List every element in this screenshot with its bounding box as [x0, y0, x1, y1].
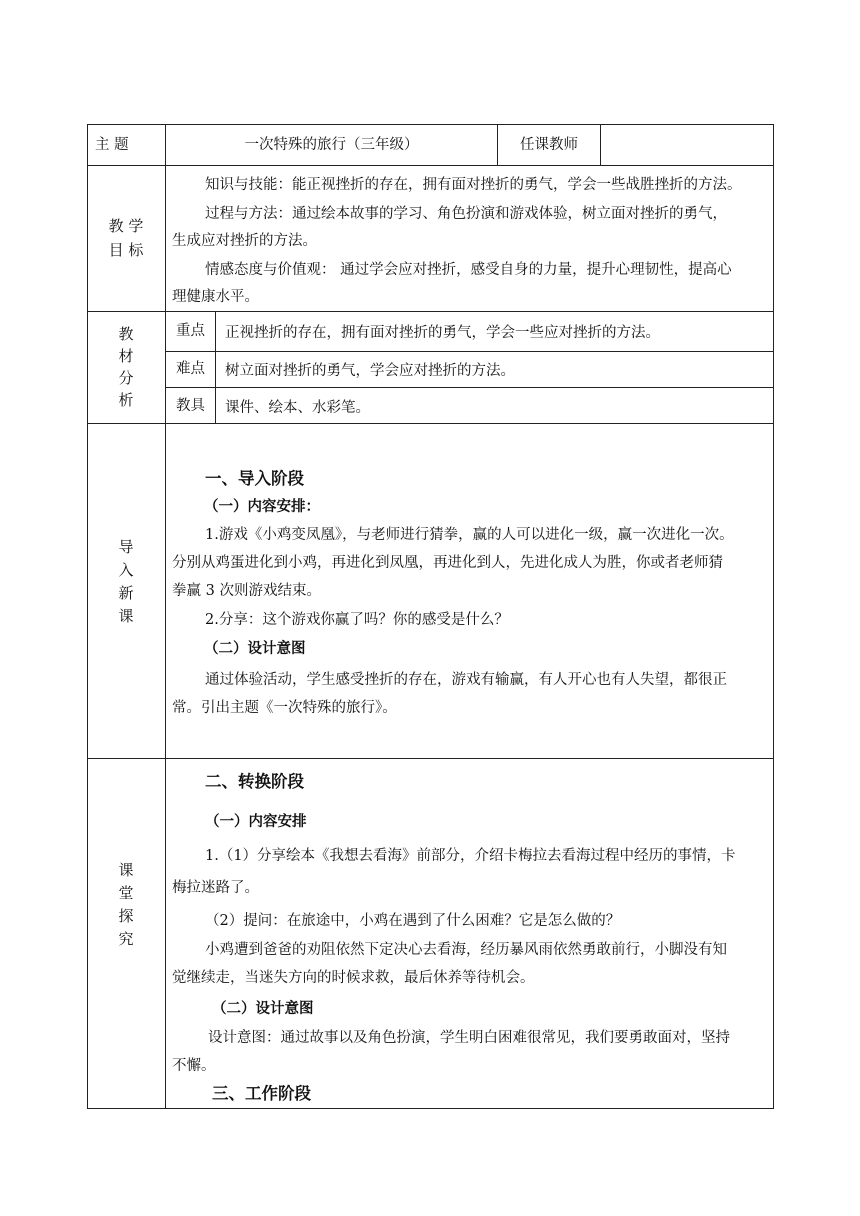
explore-heading: 二、转换阶段	[205, 772, 304, 791]
header-divider-2	[600, 124, 601, 166]
row-divider-keypoint	[165, 351, 774, 352]
intro-p2: 2.分享：这个游戏你赢了吗？你的感受是什么？	[205, 612, 509, 628]
objective-attitude-cont: 理健康水平。	[172, 289, 259, 305]
subject-label: 主 题	[95, 137, 129, 153]
intro-heading: 一、导入阶段	[205, 469, 304, 488]
intro-label-1: 导	[118, 538, 134, 556]
intro-label-3: 新	[118, 584, 134, 602]
table-border-right	[773, 124, 774, 1109]
intro-p3-line1: 通过体验活动，学生感受挫折的存在，游戏有输赢，有人开心也有人失望，都很正	[205, 672, 727, 688]
explore-label-2: 堂	[118, 884, 134, 902]
intro-p1-line1: 1.游戏《小鸡变凤凰》，与老师进行猜拳，赢的人可以进化一级，赢一次进化一次。	[205, 527, 734, 543]
table-border-top	[87, 124, 774, 125]
explore-label-3: 探	[118, 907, 134, 925]
label-column-divider	[165, 124, 166, 1109]
objectives-label-1: 教 学	[108, 217, 144, 235]
explore-p1-line1: 1.（1）分享绘本《我想去看海》前部分，介绍卡梅拉去看海过程中经历的事情，卡	[205, 848, 736, 864]
materials-label-3: 分	[118, 369, 134, 387]
teacher-label: 任课教师	[520, 137, 578, 153]
materials-sublabel-divider	[215, 311, 216, 424]
materials-label-1: 教	[118, 325, 134, 343]
intro-subheading-purpose: （二）设计意图	[204, 641, 306, 657]
objective-process-cont: 生成应对挫折的方法。	[172, 233, 317, 249]
objective-process: 过程与方法：通过绘本故事的学习、角色扮演和游戏体验，树立面对挫折的勇气，	[205, 206, 727, 222]
tools-value: 课件、绘本、水彩笔。	[225, 400, 370, 416]
keypoint-label: 重点	[176, 323, 205, 339]
explore-p3-line2: 觉继续走，当迷失方向的时候求救，最后休养等待机会。	[172, 970, 535, 986]
keypoint-value: 正视挫折的存在，拥有面对挫折的勇气，学会一些应对挫折的方法。	[225, 325, 660, 341]
explore-label-1: 课	[118, 861, 134, 879]
objective-knowledge: 知识与技能：能正视挫折的存在，拥有面对挫折的勇气，学会一些战胜挫折的方法。	[205, 177, 742, 193]
explore-p3-line1: 小鸡遭到爸爸的劝阻依然下定决心去看海，经历暴风雨依然勇敢前行，小脚没有知	[205, 942, 727, 958]
difficulty-label: 难点	[176, 361, 205, 377]
intro-p1-line2: 分别从鸡蛋进化到小鸡，再进化到凤凰，再进化到人，先进化成人为胜，你或者老师猜	[172, 555, 723, 571]
objectives-label-2: 目 标	[108, 241, 144, 259]
explore-p1-line2: 梅拉迷路了。	[172, 880, 259, 896]
row-divider-header	[87, 165, 774, 166]
row-divider-intro	[87, 758, 774, 759]
explore-subheading-purpose: （二）设计意图	[212, 1001, 314, 1017]
materials-label-2: 材	[118, 347, 134, 365]
tools-label: 教具	[176, 398, 205, 414]
materials-label-4: 析	[118, 391, 134, 409]
explore-p4-line2: 不懈。	[172, 1058, 216, 1074]
work-stage-heading: 三、工作阶段	[212, 1084, 311, 1103]
explore-p4-line1: 设计意图：通过故事以及角色扮演，学生明白困难很常见，我们要勇敢面对，坚持	[208, 1030, 730, 1046]
explore-subheading-content: （一）内容安排	[205, 814, 307, 830]
table-border-bottom	[87, 1108, 774, 1109]
intro-label-4: 课	[118, 607, 134, 625]
intro-subheading-content: （一）内容安排：	[204, 499, 320, 515]
explore-label-4: 究	[118, 930, 134, 948]
difficulty-value: 树立面对挫折的勇气，学会应对挫折的方法。	[225, 363, 515, 379]
intro-p1-line3: 拳赢 3 次则游戏结束。	[172, 583, 321, 599]
subject-value: 一次特殊的旅行（三年级）	[244, 137, 419, 153]
intro-label-2: 入	[118, 561, 134, 579]
objective-attitude: 情感态度与价值观： 通过学会应对挫折，感受自身的力量，提升心理韧性，提高心	[205, 262, 732, 278]
explore-p2: （2）提问：在旅途中，小鸡在遇到了什么困难？它是怎么做的？	[205, 913, 621, 929]
row-divider-materials	[87, 423, 774, 424]
intro-p3-line2: 常。引出主题《一次特殊的旅行》。	[172, 700, 397, 716]
row-divider-objectives	[87, 311, 774, 312]
row-divider-difficulty	[165, 387, 774, 388]
